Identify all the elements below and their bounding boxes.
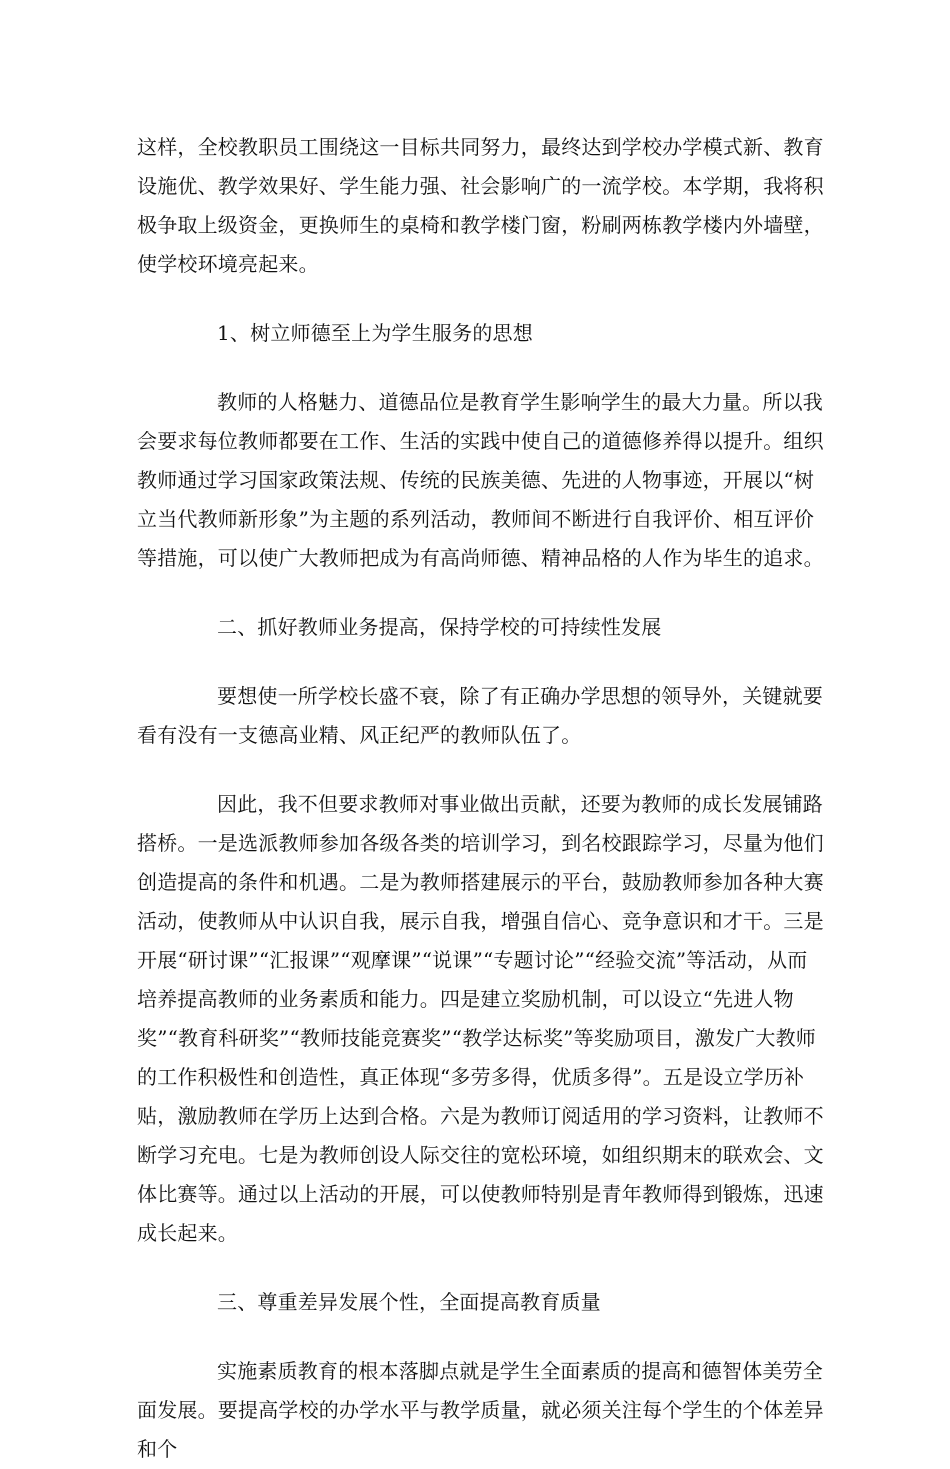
section-heading-1: 1、树立师德至上为学生服务的思想: [217, 321, 533, 345]
paragraph-teacher-development: 因此，我不但要求教师对事业做出贡献，还要为教师的成长发展铺路搭桥。一是选派教师参加各级各类的培训学习，到名校跟踪学习，尽量为他们创造提高的条件和机遇。二是为教师搭建展示的平台，鼓励教师参加各种大赛活动，使教师从中认识自我，展示自我，增强自信心、竞争意识和才干。三是开展“研讨课”“汇报课”“观摩课”“说课”“专题讨论”“经验交流”等活动，从而培养提高教师的业务素质和能力。四是建立奖励机制，可以设立“先进人物奖”“教育科研奖”“教师技能竞赛奖”“教学达标奖”等奖励项目，激发广大教师的工作积极性和创造性，真正体现“多劳多得，优质多得”。五是设立学历补贴，激励教师在学历上达到合格。六是为教师订阅适用的学习资料，让教师不断学习充电。七是为教师创设人际交往的宽松环境，如组织期末的联欢会、文体比赛等。通过以上活动的开展，可以使教师特别是青年教师得到锻炼，迅速成长起来。: [137, 792, 824, 1245]
section-heading-3: 三、尊重差异发展个性，全面提高教育质量: [217, 1290, 601, 1314]
paragraph-quality-education: 实施素质教育的根本落脚点就是学生全面素质的提高和德智体美劳全面发展。要提高学校的办学水平与教学质量，就必须关注每个学生的个体差异和个: [137, 1359, 824, 1461]
paragraph-continuation: 这样，全校教职员工围绕这一目标共同努力，最终达到学校办学模式新、教育设施优、教学效果好、学生能力强、社会影响广的一流学校。本学期，我将积极争取上级资金，更换师生的桌椅和教学楼门窗，粉刷两栋教学楼内外墙壁，使学校环境亮起来。: [137, 135, 824, 276]
document-body: [137, 128, 827, 1469]
section-heading-2: 二、抓好教师业务提高，保持学校的可持续性发展: [217, 615, 662, 639]
paragraph-teaching-team: 要想使一所学校长盛不衰，除了有正确办学思想的领导外，关键就要看有没有一支德高业精、风正纪严的教师队伍了。: [137, 684, 823, 747]
paragraph-teacher-ethics: 教师的人格魅力、道德品位是教育学生影响学生的最大力量。所以我会要求每位教师都要在工作、生活的实践中使自己的道德修养得以提升。组织教师通过学习国家政策法规、传统的民族美德、先进的人物事迹，开展以“树立当代教师新形象”为主题的系列活动，教师间不断进行自我评价、相互评价等措施，可以使广大教师把成为有高尚师德、精神品格的人作为毕生的追求。: [137, 390, 824, 570]
